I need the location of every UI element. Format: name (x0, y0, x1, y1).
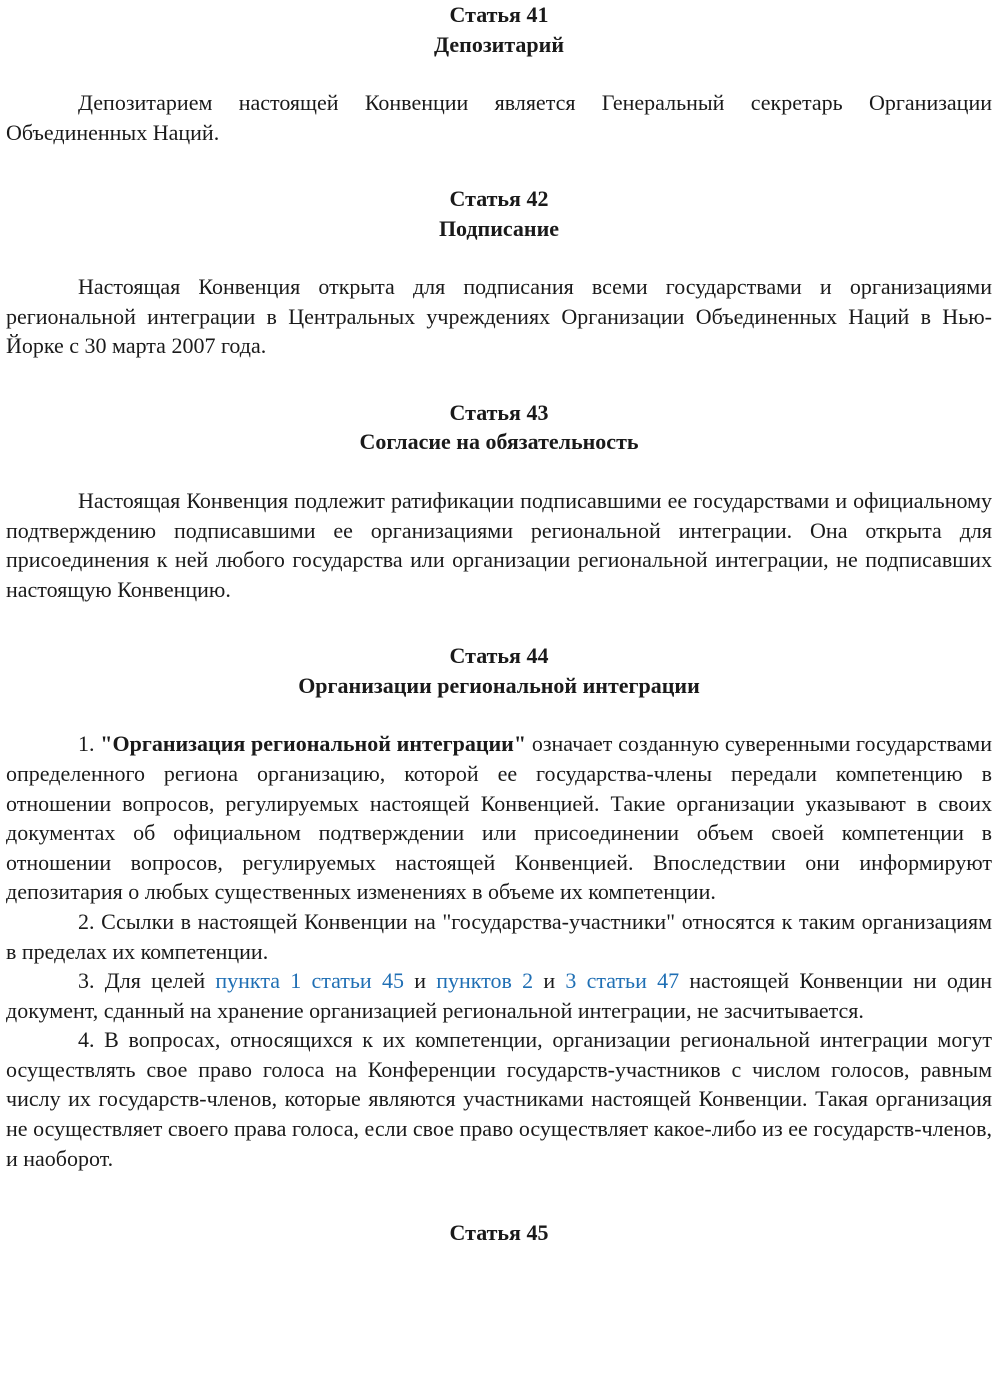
article-title: Организации региональной интеграции (298, 672, 700, 698)
link-article-47-point-3[interactable]: 3 статьи 47 (565, 968, 680, 994)
paragraph-4: 4. В вопросах, относящихся к их компетенции, организации региональной интеграции могут осуществлять свое право голоса на Конференции государств-участников с числом голосов, равным числу их государств-членов, которые являются участниками настоящей Конвенции. Такая организация не осуществляет своего права голоса, если свое право осуществляет какое-либо из ее государств-членов, и наоборот. (6, 1027, 992, 1171)
article-43 (6, 398, 992, 604)
paragraph-text: и (403, 968, 437, 994)
paragraph-1 (6, 729, 992, 907)
paragraph-3 (6, 966, 992, 1025)
paragraph-text: и (533, 968, 566, 994)
defined-term: "Организация региональной интеграции" (100, 731, 527, 757)
link-article-45-point-1[interactable]: пункта 1 статьи 45 (215, 968, 404, 994)
document-page (6, 0, 992, 1248)
article-number: Статья 44 (449, 643, 549, 669)
paragraph: Депозитарием настоящей Конвенции является Генеральный секретарь Организации Объединенных Наций. (6, 90, 992, 145)
paragraph: Настоящая Конвенция открыта для подписания всеми государствами и организациями региональной интеграции в Центральных учреждениях Организации Объединенных Наций в Нью-Йорке с 30 марта 2007 года. (6, 274, 992, 359)
article-title: Подписание (438, 215, 560, 241)
article-42 (6, 184, 992, 361)
paragraph-text: означает созданную суверенными государствами определенного региона организацию, которой ее государства-члены передали компетенцию в отношении вопросов, регулируемых настоящей Конвенцией. Такие организации указывают в своих документах об официальном подтверждении или присоединении объем своей компетенции в отношении вопросов, регулируемых настоящей Конвенцией. Впоследствии они информируют депозитария о любых существенных изменениях в объеме их компетенции. (6, 731, 992, 905)
article-title: Депозитарий (433, 31, 565, 57)
article-heading (6, 1218, 992, 1248)
article-heading (6, 184, 992, 243)
article-heading (6, 641, 992, 700)
article-heading (6, 0, 992, 59)
article-number: Статья 41 (449, 2, 549, 27)
article-heading (6, 398, 992, 457)
article-41 (6, 0, 992, 147)
article-44 (6, 641, 992, 1173)
link-article-47-point-2[interactable]: пунктов 2 (436, 968, 534, 994)
paragraph: Настоящая Конвенция подлежит ратификации подписавшими ее государствами и официальному подтверждению подписавшими ее организациями региональной интеграции. Она открыта для присоединения к ней любого государства или организации региональной интеграции, не подписавших настоящую Конвенцию. (6, 487, 992, 602)
article-number: Статья 43 (449, 399, 549, 425)
article-title: Согласие на обязательность (359, 429, 639, 455)
article-45 (6, 1218, 992, 1248)
paragraph-lead: 1. (78, 731, 101, 757)
paragraph-2: 2. Ссылки в настоящей Конвенции на "государства-участники" относятся к таким организациям в пределах их компетенции. (6, 908, 992, 964)
paragraph-text: настоящей Конвенции ни один документ, сданный на хранение организацией региональной интеграции, не засчитывается. (6, 968, 992, 1023)
paragraph-text: 3. Для целей (78, 968, 216, 994)
article-number: Статья 42 (449, 186, 549, 212)
article-number: Статья 45 (449, 1220, 549, 1246)
